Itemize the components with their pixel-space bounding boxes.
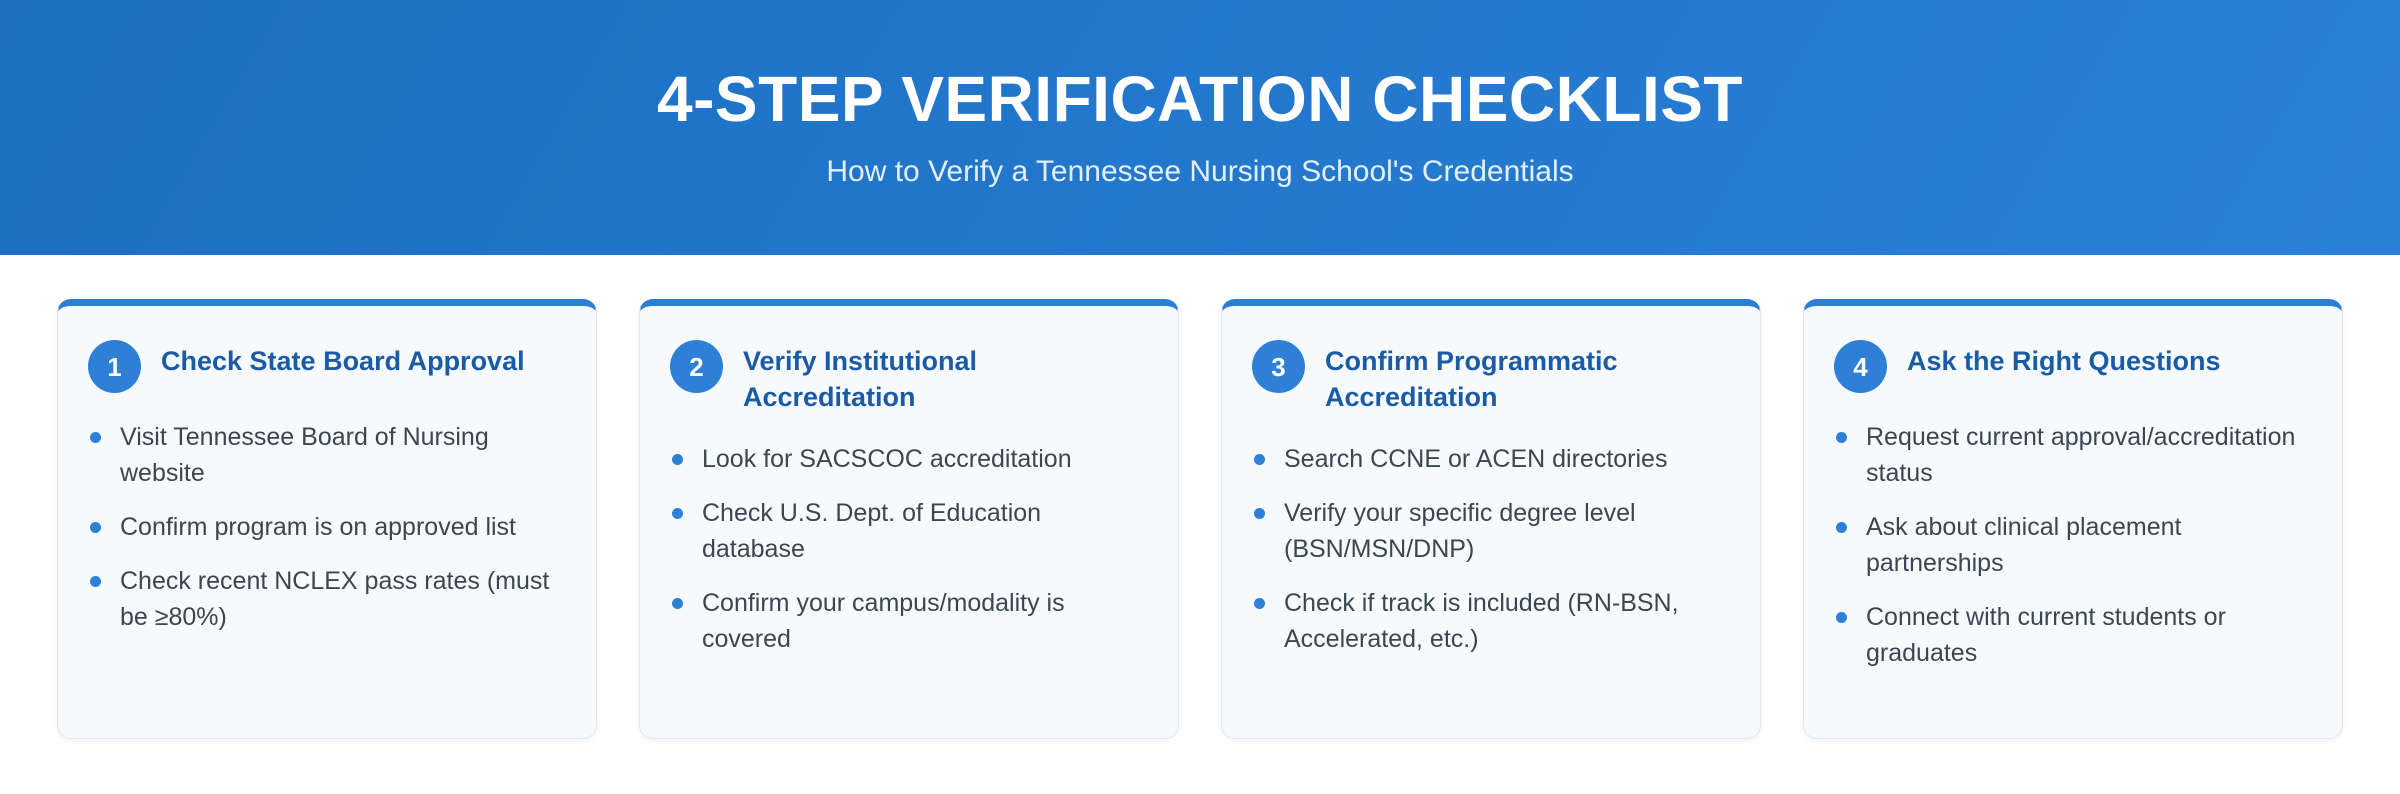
bullet-dot-icon — [672, 598, 683, 609]
step-card-1-title: Check State Board Approval — [161, 346, 525, 376]
list-item — [670, 585, 1148, 657]
list-item-text: Ask about clinical placement partnerships — [1866, 513, 2182, 577]
page-title: 4-STEP VERIFICATION CHECKLIST — [657, 62, 1743, 135]
list-item-text: Connect with current students or graduates — [1866, 603, 2226, 667]
step-card-1 — [57, 299, 597, 739]
list-item — [88, 509, 566, 545]
list-item — [1834, 419, 2312, 491]
bullet-dot-icon — [672, 508, 683, 519]
header-banner — [0, 0, 2400, 255]
step-card-4-list — [1834, 419, 2312, 671]
step-card-3-list — [1252, 441, 1730, 657]
bullet-dot-icon — [90, 576, 101, 587]
list-item — [1834, 599, 2312, 671]
list-item — [88, 419, 566, 491]
step-number-badge: 2 — [670, 340, 723, 393]
list-item-text: Check if track is included (RN-BSN, Accelerated, etc.) — [1284, 589, 1679, 654]
bullet-dot-icon — [90, 522, 101, 533]
list-item-text: Look for SACSCOC accreditation — [702, 445, 1072, 474]
step-card-4-header — [1834, 340, 2312, 393]
list-item-text: Confirm your campus/modality is covered — [702, 589, 1065, 654]
list-item-text: Check recent NCLEX pass rates (must be ≥80%) — [120, 567, 550, 631]
list-item — [670, 441, 1148, 477]
list-item — [1252, 495, 1730, 567]
bullet-dot-icon — [90, 432, 101, 443]
bullet-dot-icon — [1836, 612, 1847, 623]
step-card-3-header — [1252, 340, 1730, 415]
step-card-2-list — [670, 441, 1148, 657]
step-card-2-title: Verify Institutional Accreditation — [743, 346, 978, 412]
list-item — [1834, 509, 2312, 581]
bullet-dot-icon — [1254, 598, 1265, 609]
list-item-text: Search CCNE or ACEN directories — [1284, 445, 1668, 474]
bullet-dot-icon — [672, 454, 683, 465]
step-card-4-title: Ask the Right Questions — [1907, 346, 2221, 376]
list-item — [670, 495, 1148, 567]
bullet-dot-icon — [1254, 454, 1265, 465]
bullet-dot-icon — [1254, 508, 1265, 519]
list-item-text: Verify your specific degree level (BSN/MSN/DNP) — [1284, 499, 1636, 564]
step-number-badge: 1 — [88, 340, 141, 393]
list-item-text: Check U.S. Dept. of Education database — [702, 499, 1042, 564]
step-card-3-title: Confirm Programmatic Accreditation — [1325, 346, 1618, 412]
step-number-badge: 3 — [1252, 340, 1305, 393]
list-item — [1252, 441, 1730, 477]
step-card-2 — [639, 299, 1179, 739]
steps-container — [0, 255, 2400, 794]
list-item-text: Visit Tennessee Board of Nursing website — [120, 423, 489, 487]
bullet-dot-icon — [1836, 522, 1847, 533]
step-card-1-header — [88, 340, 566, 393]
step-card-1-list — [88, 419, 566, 635]
list-item — [1252, 585, 1730, 657]
step-number-badge: 4 — [1834, 340, 1887, 393]
list-item-text: Request current approval/accreditation status — [1866, 423, 2296, 487]
list-item-text: Confirm program is on approved list — [120, 513, 516, 541]
step-card-2-header — [670, 340, 1148, 415]
list-item — [88, 563, 566, 635]
bullet-dot-icon — [1836, 432, 1847, 443]
step-card-3 — [1221, 299, 1761, 739]
step-card-4 — [1803, 299, 2343, 739]
page-subtitle: How to Verify a Tennessee Nursing School's Credentials — [826, 155, 1574, 189]
